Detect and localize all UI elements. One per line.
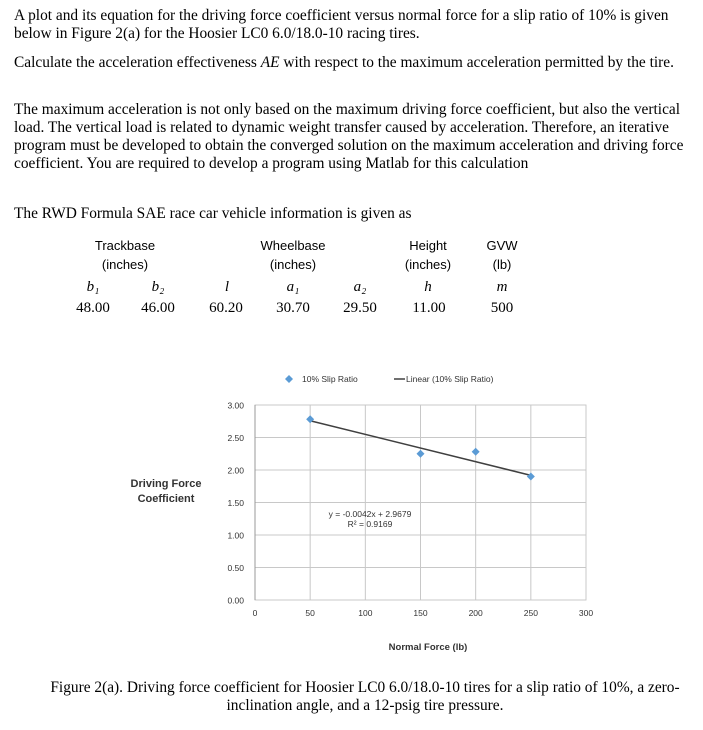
symbol-l: l: [224, 279, 230, 295]
value-a1: 30.70: [276, 300, 310, 316]
y-tick-label: 1.50: [227, 498, 244, 508]
trendline-r-squared: R² = 0.9169: [347, 519, 393, 529]
gvw-unit: (lb): [492, 257, 512, 272]
symbol-b2: b₂: [151, 279, 165, 295]
symbol-m: m: [496, 279, 508, 295]
symbol-a2: a₂: [353, 279, 367, 295]
trackbase-label: Trackbase: [94, 238, 156, 253]
symbol-a1: a₁: [286, 279, 300, 295]
value-h: 11.00: [412, 300, 446, 316]
y-tick-label: 1.00: [227, 530, 244, 541]
trendline-equation: y = -0.0042x + 2.9679: [328, 509, 412, 519]
task-text-after: with respect to the maximum acceleration permitted by the tire.: [279, 54, 674, 71]
height-label: Height: [409, 238, 447, 253]
vehicle-info-intro: The RWD Formula SAE race car vehicle information is given as: [14, 205, 412, 222]
value-b2: 46.00: [141, 300, 175, 316]
wheelbase-unit: (inches): [269, 257, 317, 272]
y-tick-label: 0.50: [227, 563, 244, 573]
y-tick-label: 2.50: [227, 433, 244, 443]
value-l: 60.20: [209, 300, 243, 316]
figure-caption: Figure 2(a). Driving force coefficient for Hoosier LC0 6.0/18.0-10 tires for a slip ratio of 10%, a zero-inclination angle, and a 12-psig tire pressure.: [50, 679, 680, 714]
y-tick-label: 2.00: [227, 465, 244, 476]
ae-symbol: AE: [260, 54, 280, 71]
intro-paragraph: A plot and its equation for the driving force coefficient versus normal force for a slip ratio of 10% is given below in Figure 2(a) for the Hoosier LC0 6.0/18.0-10 racing tires.: [14, 7, 669, 42]
trackbase-unit: (inches): [101, 257, 149, 272]
x-tick-label: 50: [305, 608, 315, 618]
x-tick-label: 150: [413, 608, 428, 618]
legend-marker-icon: [285, 375, 293, 383]
y-tick-label: 0.00: [227, 595, 244, 606]
gvw-label: GVW: [486, 238, 518, 253]
task-text-before: Calculate the acceleration effectiveness: [14, 54, 261, 71]
x-tick-label: 200: [468, 608, 483, 618]
chart-y-axis-label: Driving Force Coefficient: [130, 478, 202, 505]
explanation-paragraph: The maximum acceleration is not only based on the maximum driving force coefficient, but also the vertical load. The vertical load is related to dynamic weight transfer caused by acceleration. Therefore, an iterative program must be developed to obtain the converged solution on the maximum acceleration and driving force coefficient. You are required to develop a program using Matlab for this calculation: [14, 101, 684, 172]
x-tick-label: 0: [252, 608, 258, 618]
x-tick-label: 300: [578, 608, 594, 618]
chart-x-axis-label: Normal Force (lb): [388, 642, 468, 653]
symbol-h: h: [424, 279, 432, 295]
x-tick-label: 100: [358, 608, 373, 618]
value-b1: 48.00: [76, 300, 110, 316]
value-m: 500: [490, 300, 514, 316]
value-a2: 29.50: [343, 300, 377, 316]
y-tick-label: 3.00: [227, 400, 244, 411]
legend-scatter-label: 10% Slip Ratio: [302, 374, 358, 384]
legend-trendline-label: Linear (10% Slip Ratio): [406, 374, 494, 384]
wheelbase-label: Wheelbase: [260, 238, 326, 253]
height-unit: (inches): [404, 257, 452, 272]
x-tick-label: 250: [523, 608, 538, 618]
symbol-b1: b₁: [86, 279, 100, 295]
